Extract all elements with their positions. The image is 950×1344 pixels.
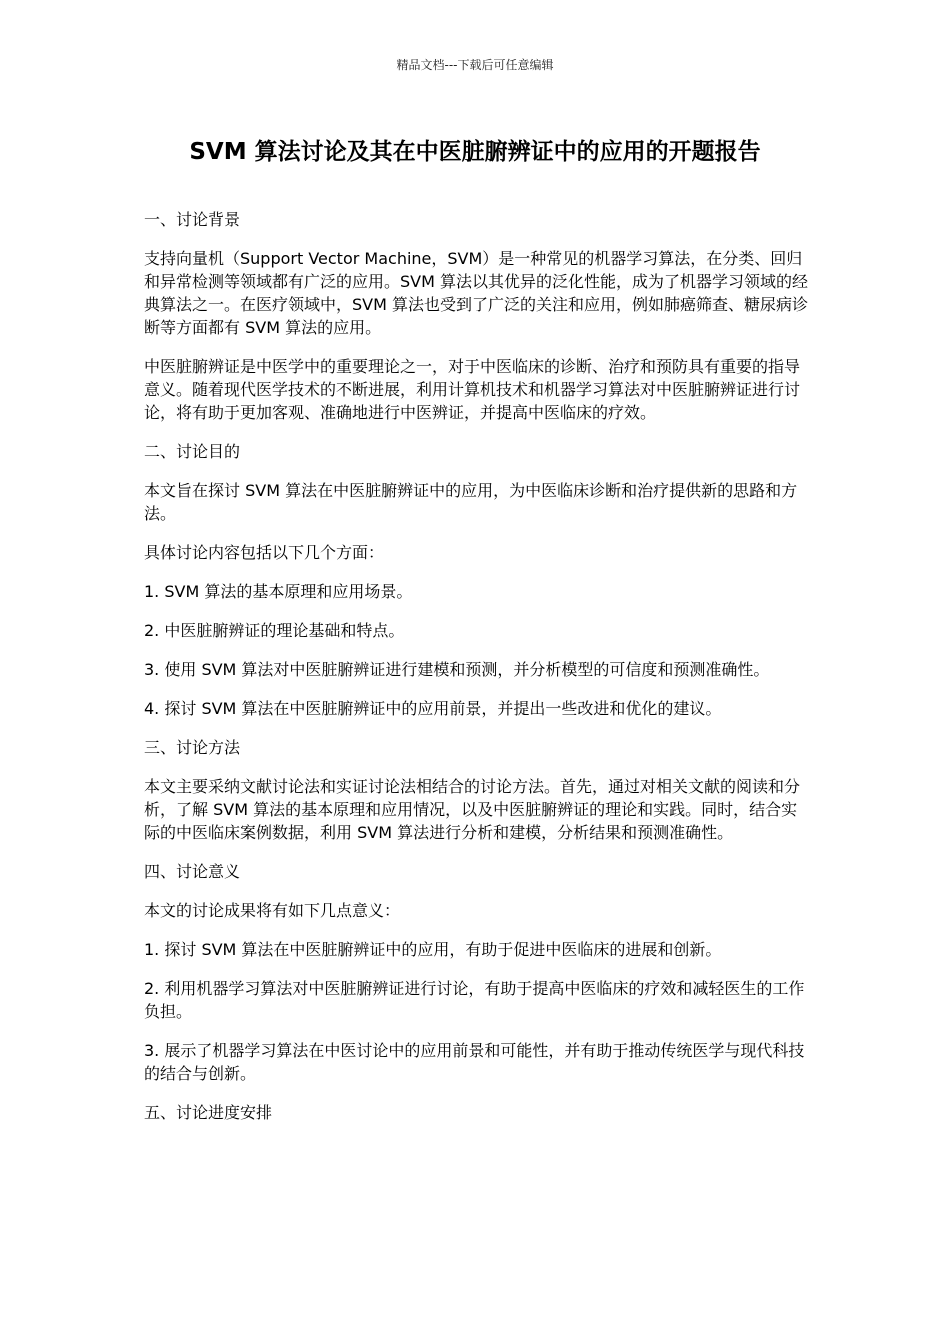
paragraph: 本文旨在探讨 SVM 算法在中医脏腑辨证中的应用，为中医临床诊断和治疗提供新的思路和方法。 bbox=[144, 481, 798, 523]
list-item: 2. 利用机器学习算法对中医脏腑辨证进行讨论，有助于提高中医临床的疗效和减轻医生的工作负担。 bbox=[144, 979, 805, 1021]
section-heading-method: 三、讨论方法 bbox=[144, 738, 241, 757]
section-heading-purpose: 二、讨论目的 bbox=[144, 442, 241, 461]
paragraph: 本文的讨论成果将有如下几点意义： bbox=[144, 901, 401, 920]
list-item: 1. SVM 算法的基本原理和应用场景。 bbox=[144, 582, 413, 601]
list-item: 2. 中医脏腑辨证的理论基础和特点。 bbox=[144, 621, 405, 640]
paragraph: 本文主要采纳文献讨论法和实证讨论法相结合的讨论方法。首先，通过对相关文献的阅读和分析，了解 SVM 算法的基本原理和应用情况，以及中医脏腑辨证的理论和实践。同时，结合实际的中医临床案例数据，利用 SVM 算法进行分析和建模，分析结果和预测准确性。 bbox=[144, 777, 801, 842]
list-item: 1. 探讨 SVM 算法在中医脏腑辨证中的应用，有助于促进中医临床的进展和创新。 bbox=[144, 940, 722, 959]
list-item: 3. 使用 SVM 算法对中医脏腑辨证进行建模和预测，并分析模型的可信度和预测准确性。 bbox=[144, 660, 770, 679]
document-title: SVM 算法讨论及其在中医脏腑辨证中的应用的开题报告 bbox=[189, 139, 761, 165]
section-heading-background: 一、讨论背景 bbox=[144, 210, 241, 229]
list-item: 4. 探讨 SVM 算法在中医脏腑辨证中的应用前景，并提出一些改进和优化的建议。 bbox=[144, 699, 722, 718]
list-item: 3. 展示了机器学习算法在中医讨论中的应用前景和可能性，并有助于推动传统医学与现代科技的结合与创新。 bbox=[144, 1041, 805, 1083]
paragraph: 中医脏腑辨证是中医学中的重要理论之一，对于中医临床的诊断、治疗和预防具有重要的指导意义。随着现代医学技术的不断进展，利用计算机技术和机器学习算法对中医脏腑辨证进行讨论，将有助于更加客观、准确地进行中医辨证，并提高中医临床的疗效。 bbox=[144, 357, 801, 422]
section-heading-significance: 四、讨论意义 bbox=[144, 862, 241, 881]
section-heading-schedule: 五、讨论进度安排 bbox=[144, 1103, 273, 1122]
paragraph: 具体讨论内容包括以下几个方面： bbox=[144, 543, 385, 562]
document-body bbox=[144, 208, 812, 1140]
paragraph: 支持向量机（Support Vector Machine，SVM）是一种常见的机器学习算法，在分类、回归和异常检测等领域都有广泛的应用。SVM 算法以其优异的泛化性能，成为了机器学习领域的经典算法之一。在医疗领域中，SVM 算法也受到了广泛的关注和应用，例如肺癌筛查、糖尿病诊断等方面都有 SVM 算法的应用。 bbox=[144, 249, 808, 337]
header-note: 精品文档---下载后可任意编辑 bbox=[396, 58, 554, 72]
